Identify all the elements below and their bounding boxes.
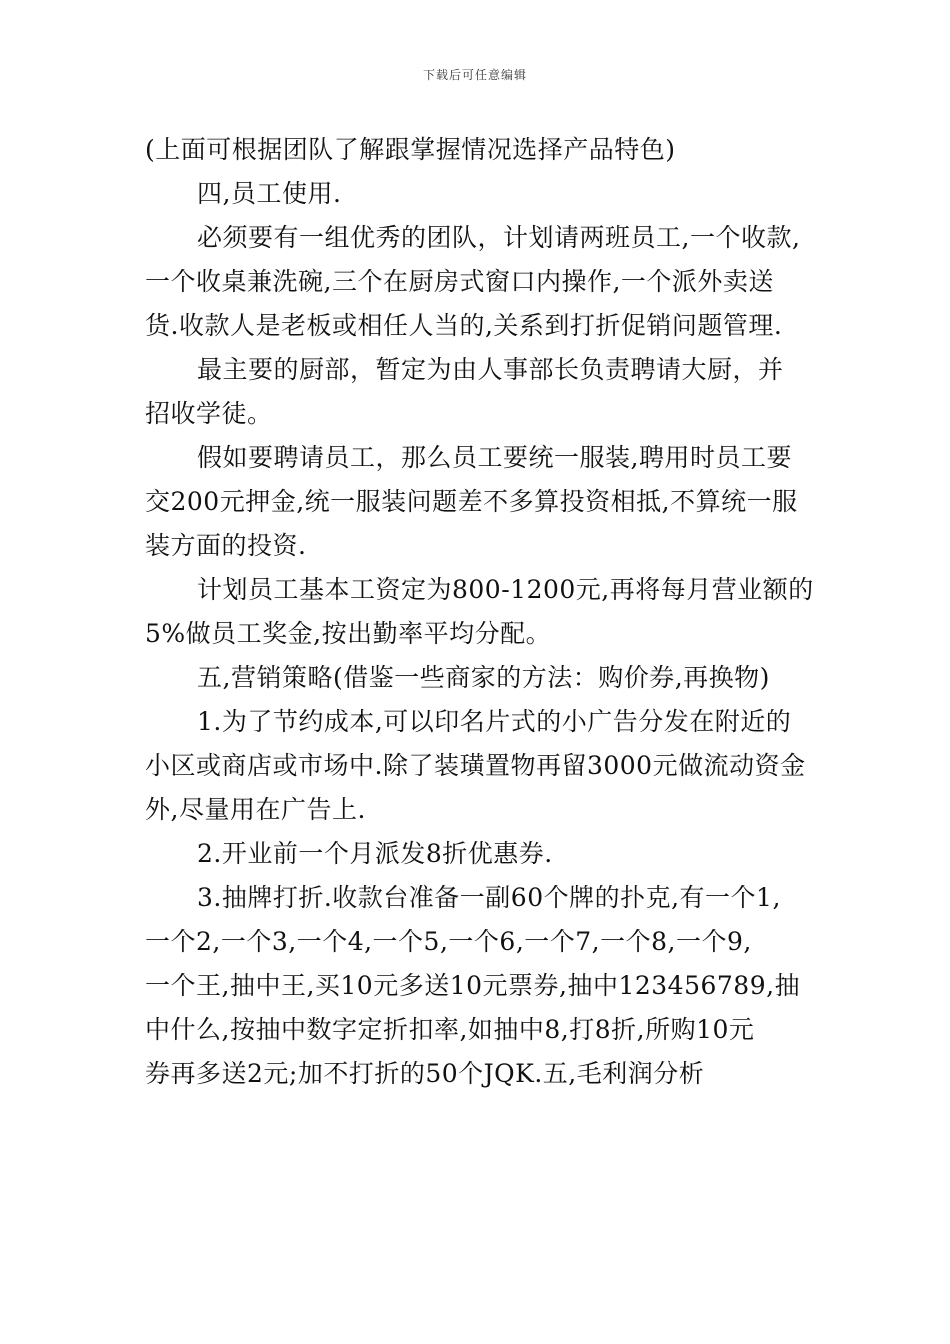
text-line: 计划员工基本工资定为800-1200元,再将每月营业额的 (197, 575, 814, 604)
text-line: 一个王,抽中王,买10元多送10元票券,抽中123456789,抽 (145, 971, 801, 1000)
text-line: 招收学徒。 (145, 399, 273, 428)
text-line: 一个2,一个3,一个4,一个5,一个6,一个7,一个8,一个9, (145, 927, 752, 956)
list-item: 1.为了节约成本,可以印名片式的小广告分发在附近的 (197, 707, 792, 736)
list-item: 3.抽牌打折.收款台准备一副60个牌的扑克,有一个1, (197, 883, 781, 912)
text-line: 必须要有一组优秀的团队，计划请两班员工,一个收款, (197, 223, 801, 252)
text-line: 一个收桌兼洗碗,三个在厨房式窗口内操作,一个派外卖送 (145, 267, 774, 296)
document-body (145, 128, 814, 1096)
page-header: 下载后可任意编辑 (422, 68, 527, 82)
text-line: 最主要的厨部，暂定为由人事部长负责聘请大厨，并 (197, 355, 784, 384)
text-line: (上面可根据团队了解跟掌握情况选择产品特色) (145, 135, 676, 164)
text-line: 假如要聘请员工，那么员工要统一服装,聘用时员工要 (197, 443, 792, 472)
list-item: 2.开业前一个月派发8折优惠券. (197, 839, 553, 868)
section-heading: 五,营销策略(借鉴一些商家的方法：购价券,再换物) (197, 663, 770, 692)
text-line: 装方面的投资. (145, 531, 307, 560)
text-line: 5%做员工奖金,按出勤率平均分配。 (145, 619, 552, 648)
text-line: 货.收款人是老板或相任人当的,关系到打折促销问题管理. (145, 311, 783, 340)
text-line: 外,尽量用在广告上. (145, 795, 366, 824)
text-line: 小区或商店或市场中.除了装璜置物再留3000元做流动资金 (145, 751, 806, 780)
text-line: 交200元押金,统一服装问题差不多算投资相抵,不算统一服 (145, 487, 798, 516)
text-line: 中什么,按抽中数字定折扣率,如抽中8,打8折,所购10元 (145, 1015, 755, 1044)
section-heading: 四,员工使用. (197, 179, 342, 208)
text-line: 券再多送2元;加不打折的50个JQK.五,毛利润分析 (145, 1059, 705, 1088)
